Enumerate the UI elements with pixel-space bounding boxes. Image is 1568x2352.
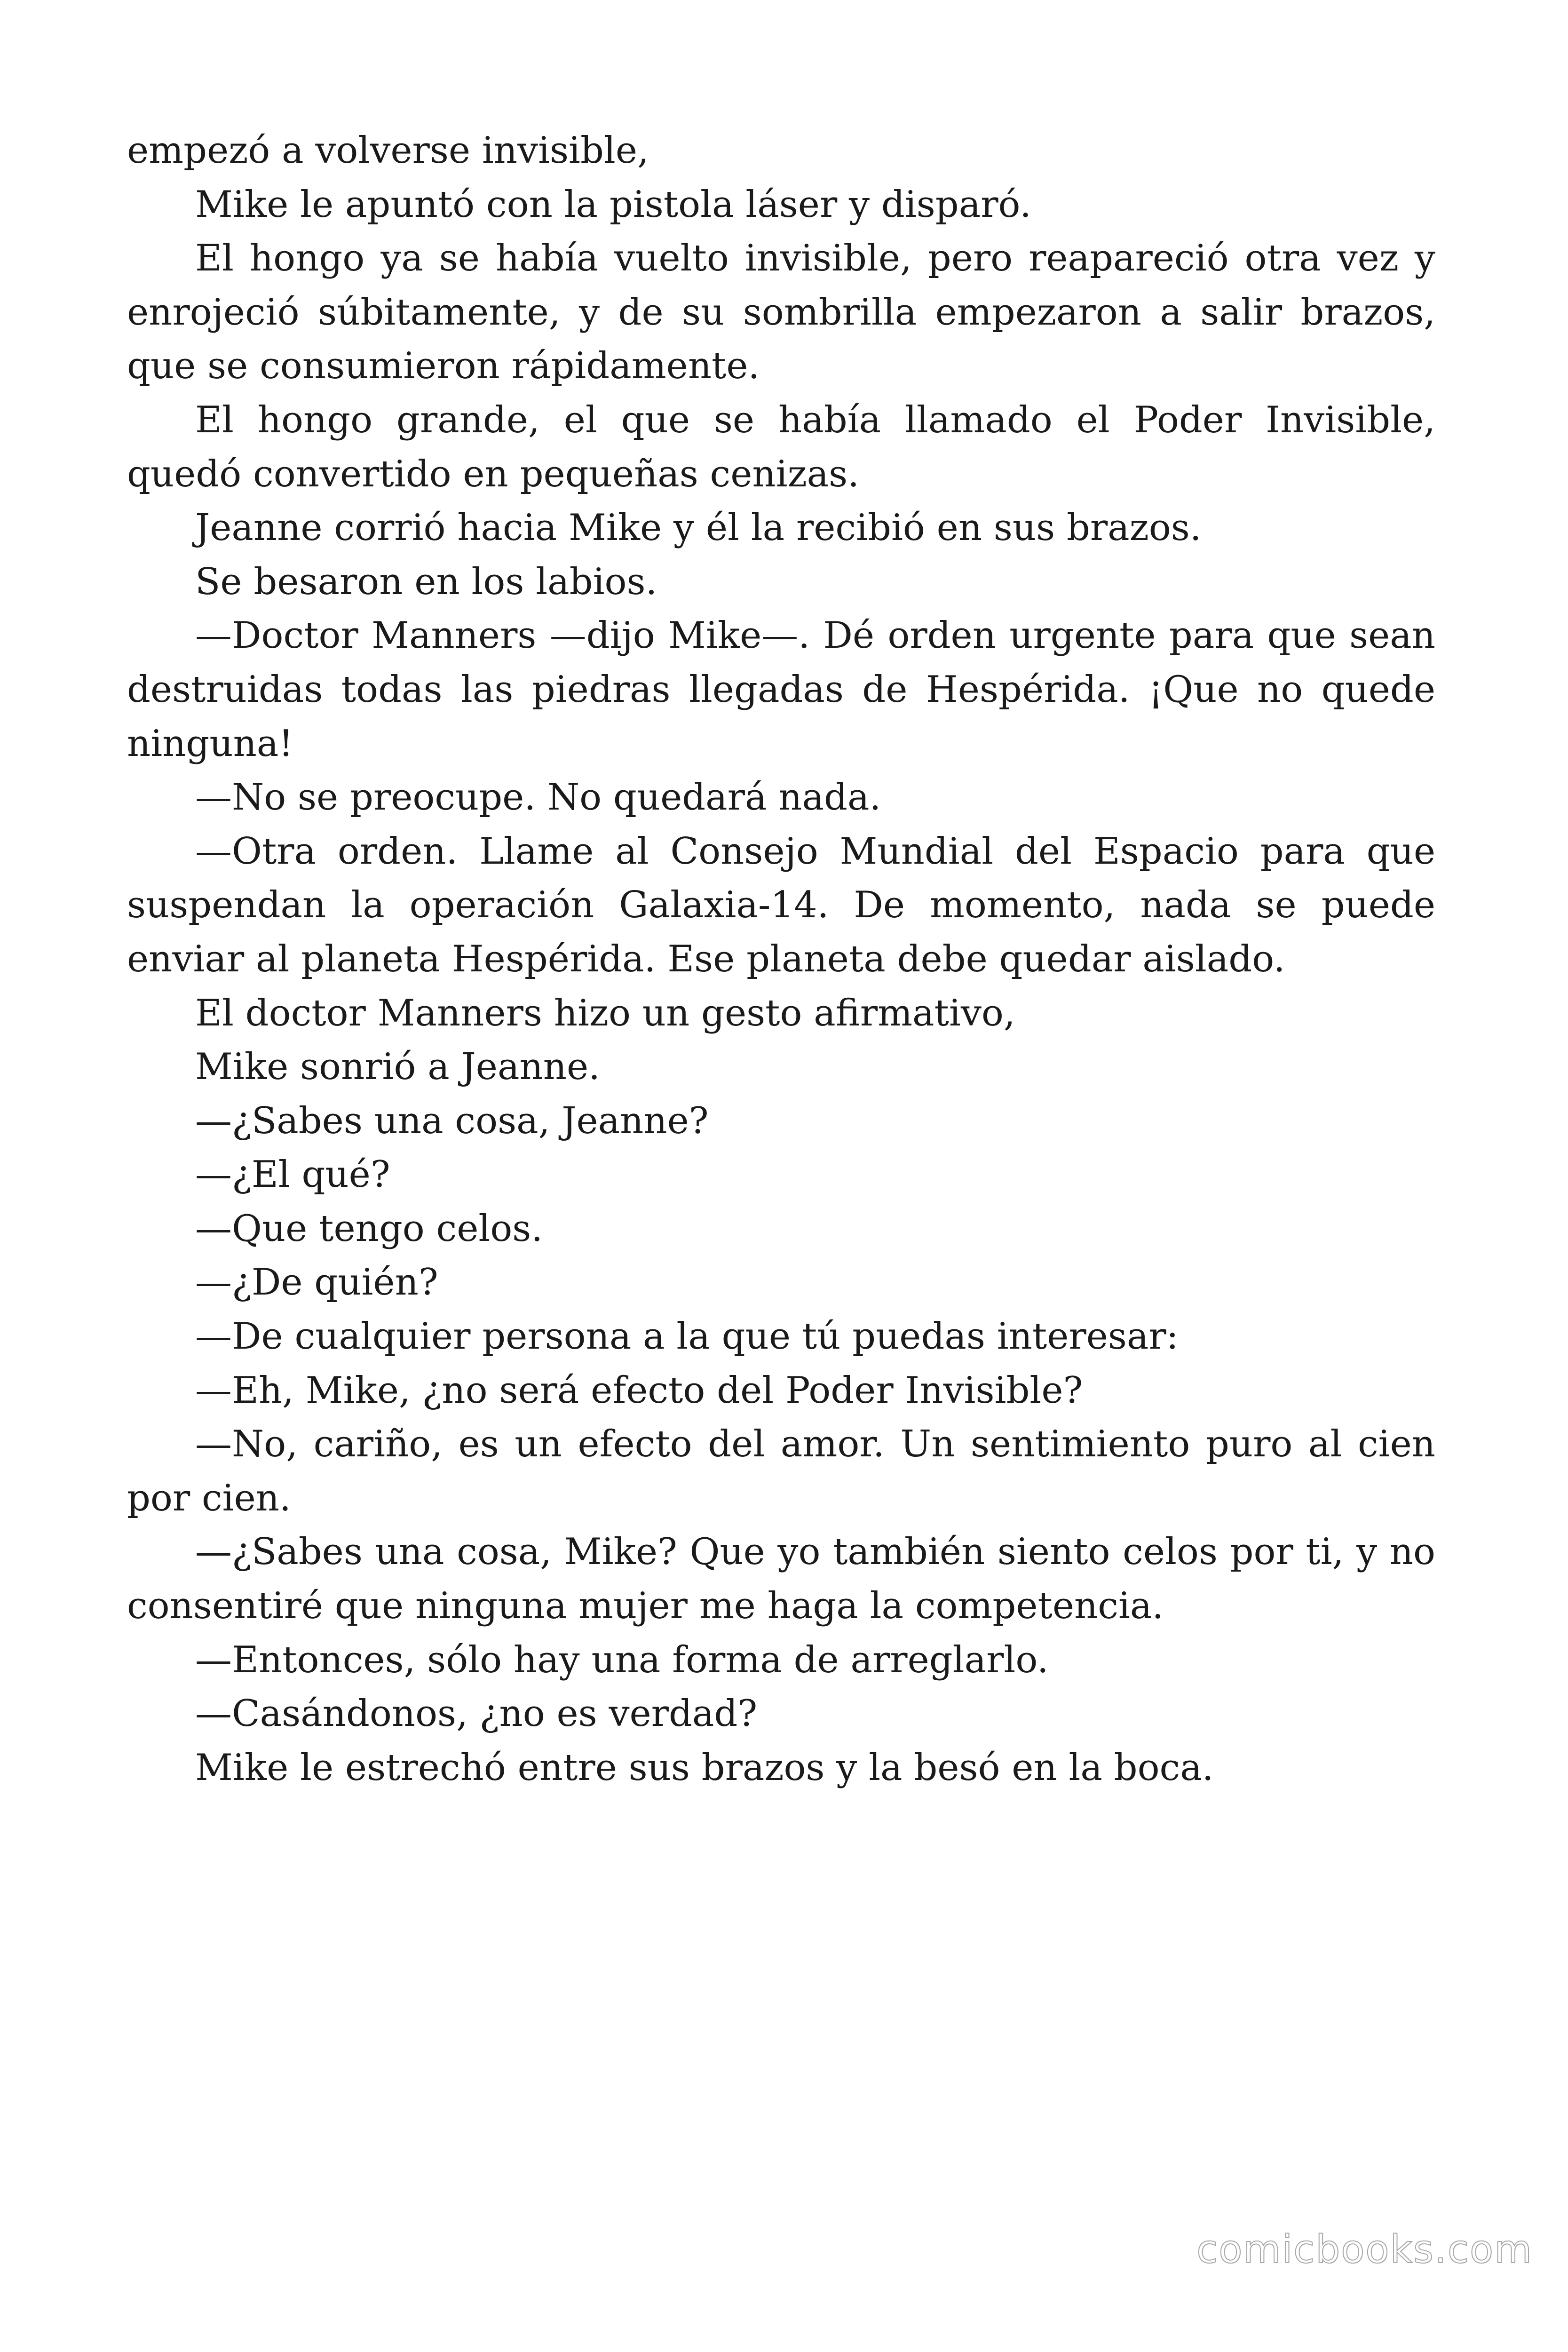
paragraph: —¿El qué? (195, 1153, 390, 1196)
paragraph: Se besaron en los labios. (195, 560, 657, 603)
paragraph: —De cualquier persona a la que tú puedas interesar: (195, 1315, 1179, 1358)
page-body-text (127, 124, 1435, 1795)
paragraph: —No, cariño, es un efecto del amor. Un sentimiento puro al cien por cien. (127, 1423, 1435, 1519)
paragraph: El hongo grande, el que se había llamado el Poder Invisible, quedó convertido en pequeñas cenizas. (127, 398, 1435, 495)
paragraph: Mike le apuntó con la pistola láser y disparó. (195, 183, 1031, 226)
paragraph: Jeanne corrió hacia Mike y él la recibió en sus brazos. (195, 507, 1202, 549)
paragraph: —Otra orden. Llame al Consejo Mundial del Espacio para que suspendan la operación Galaxia-14. De momento, nada se puede enviar al planeta Hespérida. Ese planeta debe quedar aislado. (127, 830, 1435, 980)
watermark: comicbooks.com (1196, 2227, 1533, 2272)
paragraph: —¿Sabes una cosa, Mike? Que yo también siento celos por ti, y no consentiré que ninguna mujer me haga la competencia. (127, 1531, 1435, 1628)
paragraph: empezó a volverse invisible, (127, 129, 649, 172)
paragraph: —Casándonos, ¿no es verdad? (195, 1692, 758, 1735)
paragraph: El hongo ya se había vuelto invisible, pero reapareció otra vez y enrojeció súbitamente, y de su sombrilla empezaron a salir brazos, que se consumieron rápidamente. (127, 237, 1435, 388)
paragraph: —Que tengo celos. (195, 1207, 543, 1250)
paragraph: Mike le estrechó entre sus brazos y la besó en la boca. (195, 1746, 1214, 1789)
paragraph: El doctor Manners hizo un gesto afirmativo, (195, 992, 1015, 1034)
paragraph: —Eh, Mike, ¿no será efecto del Poder Invisible? (195, 1369, 1083, 1412)
paragraph: —Entonces, sólo hay una forma de arreglarlo. (195, 1638, 1049, 1681)
paragraph: —No se preocupe. No quedará nada. (195, 776, 881, 819)
paragraph: Mike sonrió a Jeanne. (195, 1046, 600, 1089)
paragraph: —¿Sabes una cosa, Jeanne? (195, 1099, 709, 1142)
paragraph: —¿De quién? (195, 1261, 438, 1304)
paragraph: —Doctor Manners —dijo Mike—. Dé orden urgente para que sean destruidas todas las piedras llegadas de Hespérida. ¡Que no quede ninguna! (127, 614, 1435, 765)
